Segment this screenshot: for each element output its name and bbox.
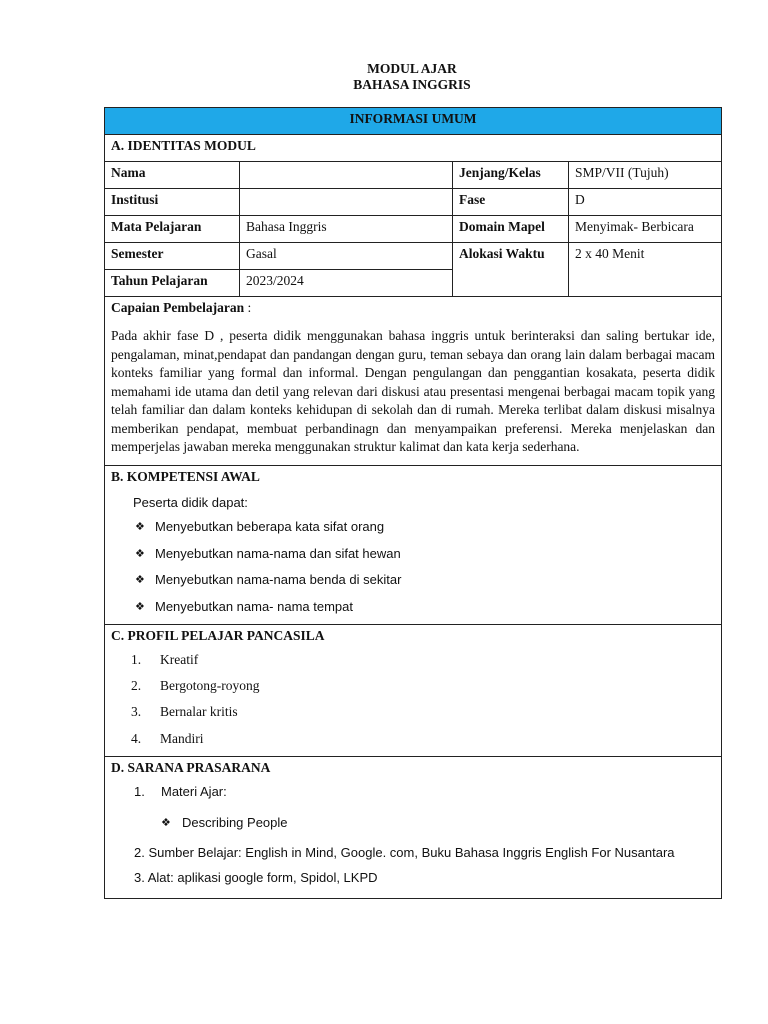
identity-row bbox=[105, 243, 722, 270]
list-number: 1. bbox=[131, 651, 142, 667]
kompetensi-item-text: Menyebutkan nama-nama benda di sekitar bbox=[155, 572, 402, 588]
identity-row bbox=[105, 189, 722, 216]
value-nama bbox=[240, 162, 453, 189]
value-semester: Gasal bbox=[240, 243, 453, 270]
sarana-item-1-text: Materi Ajar: bbox=[161, 783, 227, 799]
label-tahun-pelajaran: Tahun Pelajaran bbox=[105, 270, 240, 297]
diamond-bullet-icon: ❖ bbox=[161, 815, 171, 829]
sarana-sub-item bbox=[161, 815, 715, 830]
capaian-paragraph: Pada akhir fase D , peserta didik menggunakan bahasa inggris untuk berinteraksi dan saling bertukar ide, pengalaman, minat,pendapat dan pandangan dengan guru, teman sebaya dan orang lain dalam berbagai macam konteks familiar yang formal dan informal. Dengan pengulangan dan penggantian kosakata, peserta didik memahami ide utama dan detil yang relevan dari diskusi atau presentasi mengenai berbagai macam topik yang telah familiar dan dalam konteks kehidupan di sekolah dan di rumah. Mereka terlibat dalam diskusi misalnya memberikan pendapat, membuat perbandinagn dan menyampaikan preferensi. Mereka menjelaskan dan memperjelas jawaban mereka menggunakan struktur kalimat dan kata kerja sederhana. bbox=[111, 328, 715, 454]
kompetensi-item-text: Menyebutkan nama- nama tempat bbox=[155, 598, 353, 614]
list-item bbox=[131, 725, 715, 751]
capaian-colon: : bbox=[244, 300, 252, 315]
label-semester: Semester bbox=[105, 243, 240, 270]
document-title bbox=[104, 61, 720, 93]
list-item bbox=[135, 567, 715, 594]
list-number: 4. bbox=[131, 730, 142, 746]
profil-item-text: Kreatif bbox=[160, 651, 199, 667]
label-jenjang-kelas: Jenjang/Kelas bbox=[453, 162, 569, 189]
label-nama: Nama bbox=[105, 162, 240, 189]
list-item bbox=[135, 593, 715, 620]
kompetensi-intro: Peserta didik dapat: bbox=[133, 494, 248, 510]
value-alokasi-waktu: 2 x 40 Menit bbox=[569, 243, 722, 297]
list-item bbox=[135, 540, 715, 567]
identity-row bbox=[105, 162, 722, 189]
capaian-heading bbox=[111, 300, 715, 316]
sarana-item-2: 2. Sumber Belajar: English in Mind, Google. com, Buku Bahasa Inggris English For Nusantara bbox=[134, 844, 675, 860]
profil-item-text: Bergotong-royong bbox=[160, 677, 260, 693]
label-mata-pelajaran: Mata Pelajaran bbox=[105, 216, 240, 243]
value-jenjang-kelas: SMP/VII (Tujuh) bbox=[569, 162, 722, 189]
label-fase: Fase bbox=[453, 189, 569, 216]
list-number: 2. bbox=[131, 677, 142, 693]
section-heading-identitas: A. IDENTITAS MODUL bbox=[105, 135, 722, 162]
kompetensi-list bbox=[111, 514, 715, 620]
diamond-bullet-icon: ❖ bbox=[135, 520, 145, 534]
label-institusi: Institusi bbox=[105, 189, 240, 216]
list-item bbox=[131, 673, 715, 699]
label-domain-mapel: Domain Mapel bbox=[453, 216, 569, 243]
capaian-pembelajaran-cell bbox=[105, 297, 722, 466]
identity-row bbox=[105, 216, 722, 243]
value-fase: D bbox=[569, 189, 722, 216]
title-line-2: BAHASA INGGRIS bbox=[353, 77, 471, 92]
value-tahun-pelajaran: 2023/2024 bbox=[240, 270, 453, 297]
sarana-sub-item-text: Describing People bbox=[182, 814, 288, 830]
section-heading-sarana: D. SARANA PRASARANA bbox=[111, 759, 271, 775]
profil-item-text: Mandiri bbox=[160, 730, 204, 746]
list-item bbox=[131, 699, 715, 725]
section-heading-kompetensi: B. KOMPETENSI AWAL bbox=[111, 468, 260, 484]
sarana-prasarana-cell bbox=[105, 756, 722, 898]
title-line-1: MODUL AJAR bbox=[367, 61, 457, 76]
capaian-label: Capaian Pembelajaran bbox=[111, 300, 245, 315]
kompetensi-awal-cell bbox=[105, 465, 722, 624]
list-number: 1. bbox=[134, 783, 145, 799]
profil-pelajar-cell bbox=[105, 624, 722, 756]
list-number: 3. bbox=[131, 704, 142, 720]
value-domain-mapel: Menyimak- Berbicara bbox=[569, 216, 722, 243]
list-item bbox=[135, 514, 715, 541]
diamond-bullet-icon: ❖ bbox=[135, 573, 145, 587]
list-item bbox=[131, 647, 715, 673]
value-mata-pelajaran: Bahasa Inggris bbox=[240, 216, 453, 243]
value-institusi bbox=[240, 189, 453, 216]
kompetensi-item-text: Menyebutkan nama-nama dan sifat hewan bbox=[155, 545, 401, 561]
diamond-bullet-icon: ❖ bbox=[135, 546, 145, 560]
sarana-item-3: 3. Alat: aplikasi google form, Spidol, LKPD bbox=[134, 869, 378, 885]
kompetensi-item-text: Menyebutkan beberapa kata sifat orang bbox=[155, 519, 385, 535]
profil-item-text: Bernalar kritis bbox=[160, 704, 238, 720]
label-alokasi-waktu: Alokasi Waktu bbox=[453, 243, 569, 297]
module-info-table bbox=[104, 107, 722, 899]
diamond-bullet-icon: ❖ bbox=[135, 599, 145, 613]
section-heading-profil: C. PROFIL PELAJAR PANCASILA bbox=[111, 627, 325, 643]
section-header-informasi-umum: INFORMASI UMUM bbox=[105, 108, 722, 135]
sarana-item-1 bbox=[134, 784, 715, 799]
profil-list bbox=[111, 647, 715, 752]
